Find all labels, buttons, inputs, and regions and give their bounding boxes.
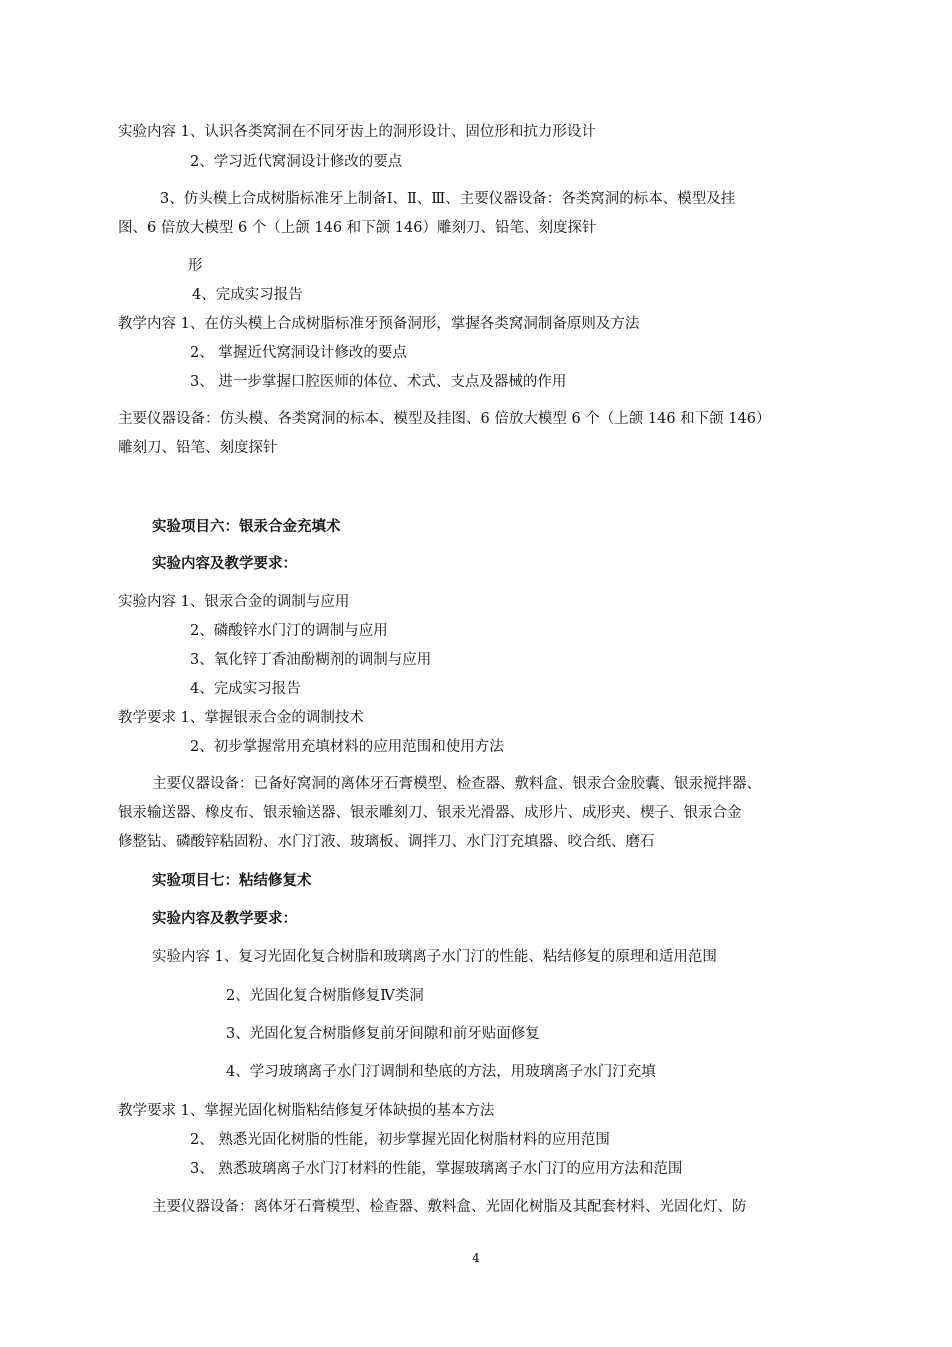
text-line: 教学要求 1、掌握光固化树脂粘结修复牙体缺损的基本方法 (118, 1103, 495, 1119)
text-line: 实验内容 1、银汞合金的调制与应用 (118, 594, 350, 610)
text-line: 雕刻刀、铅笔、刻度探针 (118, 440, 278, 456)
text-line: 教学要求 1、掌握银汞合金的调制技术 (118, 710, 364, 726)
text-line: 3、 熟悉玻璃离子水门汀材料的性能，掌握玻璃离子水门汀的应用方法和范围 (190, 1161, 683, 1177)
text-line: 3、 进一步掌握口腔医师的体位、术式、支点及器械的作用 (190, 374, 567, 390)
section-subheading: 实验内容及教学要求： (152, 556, 297, 572)
text-line: 图、6 倍放大模型 6 个（上颌 146 和下颌 146）雕刻刀、铅笔、刻度探针 (118, 220, 597, 236)
text-line: 主要仪器设备：仿头模、各类窝洞的标本、模型及挂图、6 倍放大模型 6 个（上颌 146 和下颌 146） (118, 411, 771, 427)
section-subheading: 实验内容及教学要求： (152, 911, 297, 927)
text-line: 银汞输送器、橡皮布、银汞输送器、银汞雕刻刀、银汞光滑器、成形片、成形夹、楔子、银汞合金 (118, 805, 742, 821)
text-line: 4、完成实习报告 (192, 287, 303, 303)
text-line: 2、初步掌握常用充填材料的应用范围和使用方法 (190, 739, 504, 755)
text-line: 2、光固化复合树脂修复Ⅳ类洞 (226, 988, 424, 1004)
text-line: 3、仿头模上合成树脂标准牙上制备Ⅰ、Ⅱ、Ⅲ、主要仪器设备：各类窝洞的标本、模型及挂 (160, 191, 736, 207)
text-line: 3、氧化锌丁香油酚糊剂的调制与应用 (190, 652, 432, 668)
section-heading: 实验项目六：银汞合金充填术 (152, 519, 341, 535)
text-line: 4、完成实习报告 (190, 681, 301, 697)
text-line: 2、磷酸锌水门汀的调制与应用 (190, 623, 388, 639)
text-line: 修整钻、磷酸锌粘固粉、水门汀液、玻璃板、调拌刀、水门汀充填器、咬合纸、磨石 (118, 834, 655, 850)
text-line: 3、光固化复合树脂修复前牙间隙和前牙贴面修复 (226, 1026, 540, 1042)
text-line: 形 (188, 258, 203, 274)
text-line: 2、 熟悉光固化树脂的性能，初步掌握光固化树脂材料的应用范围 (190, 1132, 610, 1148)
text-line: 主要仪器设备：已备好窝洞的离体牙石膏模型、检查器、敷料盒、银汞合金胶囊、银汞搅拌器、 (152, 776, 761, 792)
text-line: 实验内容 1、认识各类窝洞在不同牙齿上的洞形设计、固位形和抗力形设计 (118, 124, 596, 140)
text-line: 2、 掌握近代窝洞设计修改的要点 (190, 345, 407, 361)
page-number: 4 (472, 1251, 480, 1265)
text-line: 实验内容 1、复习光固化复合树脂和玻璃离子水门汀的性能、粘结修复的原理和适用范围 (152, 949, 717, 965)
text-line: 2、学习近代窝洞设计修改的要点 (190, 154, 403, 170)
text-line: 4、学习玻璃离子水门汀调制和垫底的方法，用玻璃离子水门汀充填 (226, 1064, 656, 1080)
text-line: 教学内容 1、在仿头模上合成树脂标准牙预备洞形，掌握各类窝洞制备原则及方法 (118, 316, 640, 332)
text-line: 主要仪器设备：离体牙石膏模型、检查器、敷料盒、光固化树脂及其配套材料、光固化灯、防 (152, 1199, 747, 1215)
section-heading: 实验项目七：粘结修复术 (152, 873, 312, 889)
